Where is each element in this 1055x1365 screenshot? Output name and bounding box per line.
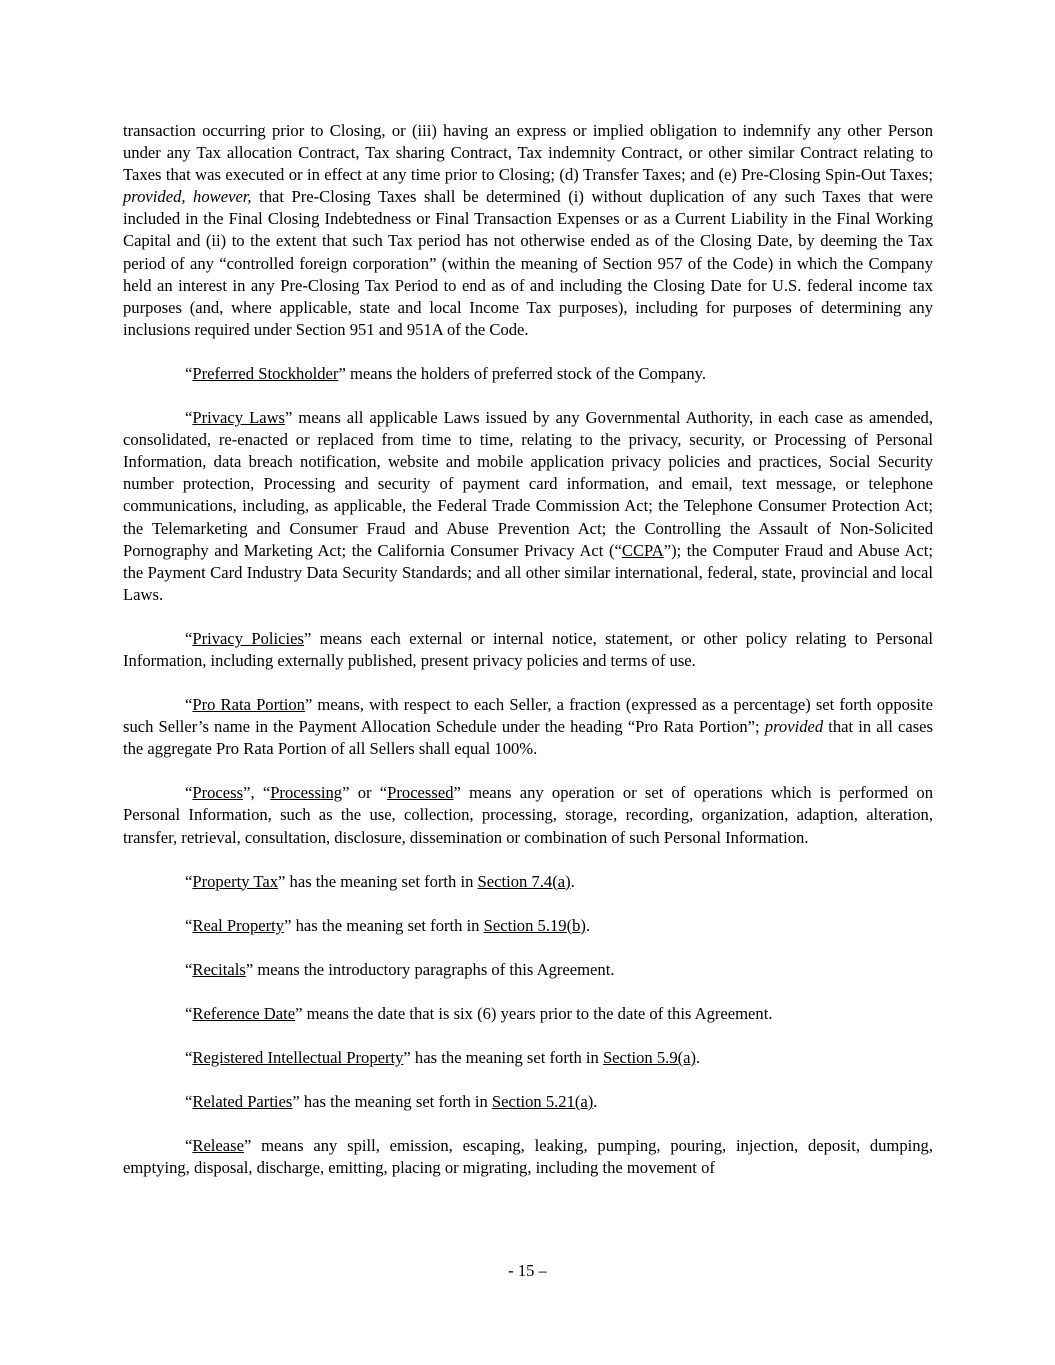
text-run: that in all cases the aggregate Pro Rata Portion of all Sellers shall equal 100%. bbox=[123, 717, 933, 759]
text-run: . bbox=[696, 1048, 701, 1067]
text-run: ” has the meaning set forth in bbox=[292, 1092, 492, 1112]
paragraph bbox=[123, 1135, 933, 1179]
paragraph bbox=[123, 1091, 933, 1113]
paragraph bbox=[123, 1047, 933, 1069]
underlined-term: Recitals bbox=[192, 959, 246, 979]
text-run: ” has the meaning set forth in bbox=[403, 1048, 603, 1067]
underlined-term: Related Parties bbox=[192, 1092, 293, 1112]
text-run: “ bbox=[185, 915, 193, 935]
paragraph bbox=[123, 871, 933, 893]
underlined-term: Property Tax bbox=[192, 871, 279, 891]
underlined-term: Process bbox=[192, 783, 244, 803]
underlined-term: Privacy Laws bbox=[192, 408, 286, 428]
text-run: transaction occurring prior to Closing, or (iii) having an express or implied obligation to indemnify any other Person under any Tax allocation Contract, Tax sharing Contract, Tax indemnity Contract, or other similar Contract relating to Taxes that was executed or in effect at any time prior to Closing; (d) Transfer Taxes; and (e) Pre-Closing Spin-Out Taxes; bbox=[123, 121, 933, 185]
paragraph bbox=[123, 628, 933, 672]
paragraph bbox=[123, 363, 933, 385]
underlined-term: Release bbox=[192, 1136, 244, 1156]
paragraph bbox=[123, 782, 933, 848]
text-run: “ bbox=[185, 1092, 193, 1112]
italic-run: provided bbox=[764, 717, 824, 737]
page-number: - 15 – bbox=[508, 1261, 547, 1280]
text-run: . bbox=[593, 1092, 598, 1112]
underlined-term: Reference Date bbox=[192, 1003, 296, 1023]
underlined-term: Section 7.4(a) bbox=[477, 871, 571, 891]
text-run: ” has the meaning set forth in bbox=[278, 871, 478, 891]
underlined-term: Section 5.19(b) bbox=[483, 915, 586, 935]
underlined-term: Section 5.21(a) bbox=[491, 1092, 594, 1112]
text-run: ” means the introductory paragraphs of this Agreement. bbox=[245, 959, 615, 979]
italic-run: provided, however, bbox=[123, 187, 252, 207]
page-footer bbox=[0, 1260, 1055, 1282]
text-run: ” means the holders of preferred stock of the Company. bbox=[338, 363, 706, 383]
underlined-term: Privacy Policies bbox=[192, 628, 304, 648]
text-run: ”, “ bbox=[243, 783, 271, 803]
underlined-term: Pro Rata Portion bbox=[192, 695, 305, 715]
text-run: “ bbox=[185, 959, 193, 979]
text-run: “ bbox=[185, 1003, 193, 1023]
text-run: ” means all applicable Laws issued by any Governmental Authority, in each case as amended, consolidated, re-enacted or replaced from time to time, relating to the privacy, security, or Processing of Personal Information, data breach notification, website and mobile application privacy policies and practices, Social Security number protection, Processing and security of payment card information, and email, text message, or telephone communications, including, as applicable, the Federal Trade Commission Act; the Telephone Consumer Protection Act; the Telemarketing and Consumer Fraud and Abuse Prevention Act; the Controlling the Assault of Non-Solicited Pornography and Marketing Act; the California Consumer Privacy Act (“ bbox=[123, 408, 934, 560]
underlined-term: Real Property bbox=[192, 915, 285, 935]
text-run: ” means any operation or set of operations which is performed on Personal Information, such as the use, collection, processing, storage, recording, organization, adaption, alteration, transfer, retrieval, consultation, disclosure, dissemination or combination of such Personal Information. bbox=[123, 783, 933, 847]
text-run: “ bbox=[185, 783, 193, 803]
paragraph bbox=[123, 407, 933, 606]
underlined-term: Registered Intellectual Property bbox=[192, 1048, 404, 1067]
text-run: . bbox=[570, 871, 575, 891]
paragraph bbox=[123, 959, 933, 981]
text-run: ” or “ bbox=[342, 783, 388, 803]
document-body bbox=[123, 120, 933, 1201]
underlined-term: Processed bbox=[387, 783, 454, 803]
underlined-term: Preferred Stockholder bbox=[192, 363, 339, 383]
text-run: “ bbox=[185, 408, 193, 428]
text-run: “ bbox=[185, 628, 193, 648]
text-run: “ bbox=[185, 363, 193, 383]
text-run: ” means any spill, emission, escaping, leaking, pumping, pouring, injection, deposit, dumping, emptying, disposal, discharge, emitting, placing or migrating, including the movement of bbox=[123, 1136, 933, 1178]
text-run: that Pre-Closing Taxes shall be determined (i) without duplication of any such Taxes that were included in the Final Closing Indebtedness or Final Transaction Expenses or as a Current Liability in the Final Working Capital and (ii) to the extent that such Tax period has not otherwise ended as of the Closing Date, by deeming the Tax period of any “controlled foreign corporation” (within the meaning of Section 957 of the Code) in which the Company held an interest in any Pre-Closing Tax Period to end as of and including the Closing Date for U.S. federal income tax purposes (and, where applicable, state and local Income Tax purposes), including for purposes of determining any inclusions required under Section 951 and 951A of the Code. bbox=[123, 187, 933, 339]
text-run: “ bbox=[185, 1136, 193, 1156]
paragraph bbox=[123, 1003, 933, 1025]
underlined-term: Processing bbox=[270, 783, 343, 803]
paragraph bbox=[123, 694, 933, 760]
text-run: ” means each external or internal notice, statement, or other policy relating to Personal Information, including externally published, present privacy policies and terms of use. bbox=[123, 628, 933, 670]
text-run: ” means, with respect to each Seller, a fraction (expressed as a percentage) set forth opposite such Seller’s name in the Payment Allocation Schedule under the heading “Pro Rata Portion”; bbox=[123, 695, 933, 737]
paragraph bbox=[123, 915, 933, 937]
text-run: ” has the meaning set forth in bbox=[284, 915, 484, 935]
text-run: ” means the date that is six (6) years prior to the date of this Agreement. bbox=[295, 1003, 773, 1023]
underlined-term: Section 5.9(a) bbox=[602, 1048, 697, 1067]
underlined-term: CCPA bbox=[621, 540, 664, 560]
text-run: “ bbox=[185, 1048, 193, 1067]
paragraph bbox=[123, 120, 933, 341]
text-run: ”); the Computer Fraud and Abuse Act; the Payment Card Industry Data Security Standards; and all other similar international, federal, state, provincial and local Laws. bbox=[123, 540, 933, 604]
text-run: “ bbox=[185, 871, 193, 891]
text-run: . bbox=[585, 915, 591, 935]
text-run: “ bbox=[185, 695, 193, 715]
